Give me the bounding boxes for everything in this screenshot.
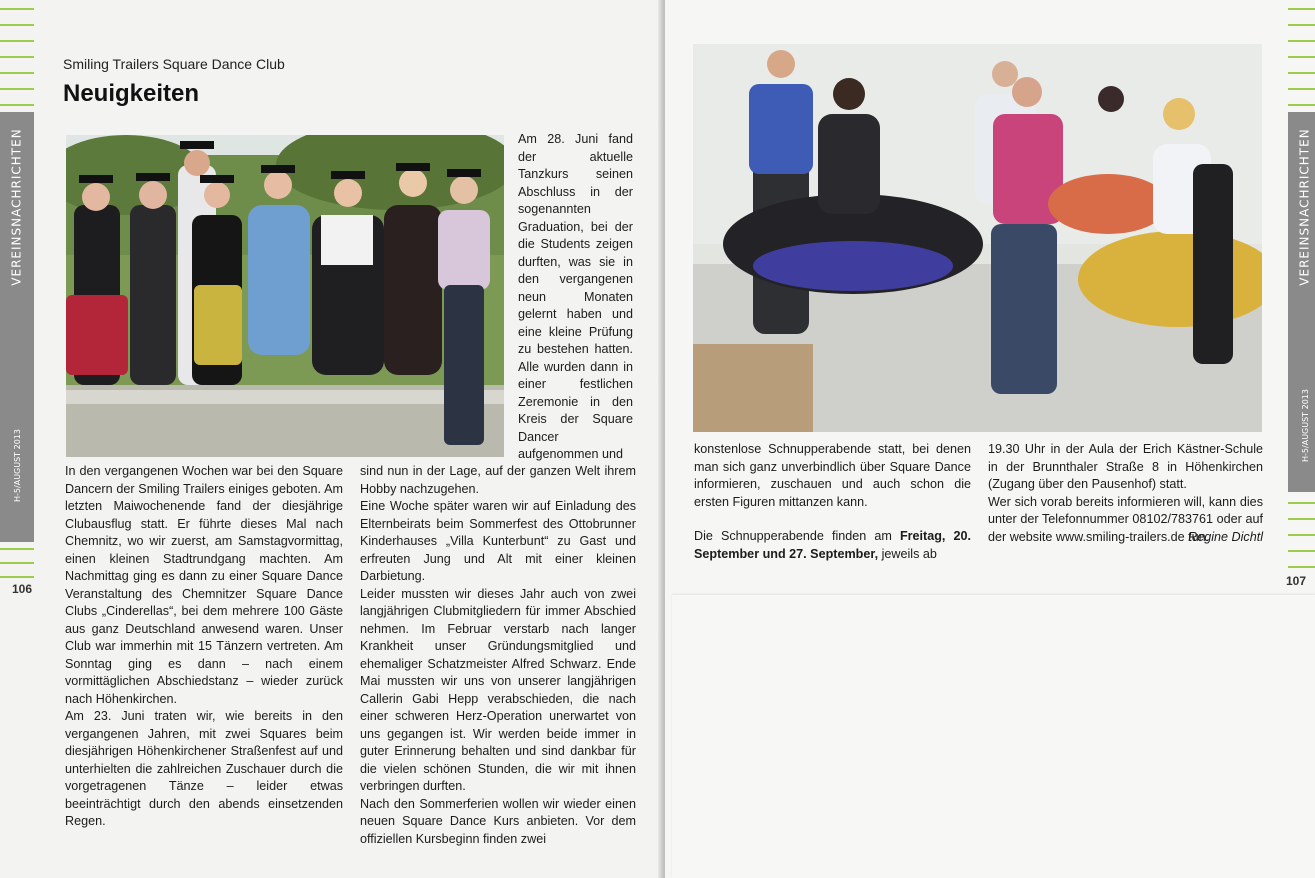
group-photo <box>66 135 504 457</box>
blank-paper-sheet <box>672 595 1315 878</box>
section-label-left: VEREINSNACHRICHTEN <box>10 128 25 286</box>
paragraph-strassenfest: Am 23. Juni traten wir, wie bereits in den vergangenen Jahren, mit zwei Squares beim diesjährigen Höhenkirchener Straßenfest auf und unterhielten die zahlreichen Zuschauer durch die vorgetragenen Tänze – leider etwas beeinträchtigt durch den abends einsetzenden Regen. <box>65 709 343 828</box>
paragraph-clubausflug: In den vergangenen Wochen war bei den Square Dancern der Smiling Trailers einiges geboten. Am letzten Maiwochenende fand der diesjährige Clubausflug statt. Er führte dieses Mal nach Chemnitz, wo wir zuerst, am Samstagvormittag, einen kleinen Stadtrundgang machten. Am Nachmittag ging es dann zu einer Square Dance Veranstaltung des Chemnitzer Square Dance Clubs „Cinderellas“, bei dem mehrere 100 Gäste aus ganz Deutschland anwesend waren. Unser Club war immerhin mit 15 Tänzern vertreten. Am Sonntag ging es dann – nach einem vormittäglichen Abschiedstanz – wieder zurück nach Höhenkirchen. <box>65 464 343 706</box>
club-name: Smiling Trailers Square Dance Club <box>63 56 285 72</box>
paragraph-ort: 19.30 Uhr in der Aula der Erich Kästner-Schule in der Brunnthaler Straße 8 in Höhenkirchen (Zugang über den Pausenhof) statt. <box>988 442 1263 491</box>
right-column-1 <box>694 441 971 563</box>
paragraph-termine: Die Schnupperabende finden am Freitag, 20. September und 27. September, jeweils ab <box>694 529 972 561</box>
paragraph-kontakt: Wer sich vorab bereits informieren will, kann dies unter der Telefonnummer 08102/783761 oder auf der website www.smiling-trailers.de tun. <box>988 494 1263 544</box>
paragraph-sommerfest: Eine Woche später waren wir auf Einladung des Elternbeirats beim Sommerfest des Ottobrunner Kinderhauses „Villa Kunterbunt“ zu Gast und erfreuten Jung und Alt mit einer kleinen Darbietung. <box>360 499 636 583</box>
paragraph-kurs: Nach den Sommerferien wollen wir wieder einen neuen Square Dance Kurs anbieten. Vor dem offiziellen Kursbeginn finden zwei <box>360 796 636 846</box>
page-number-right: 107 <box>1286 574 1307 588</box>
paragraph-abschied: Leider mussten wir dieses Jahr auch von zwei langjährigen Clubmitgliedern für immer Abschied nehmen. Im Februar verstarb nach langer Krankheit unser Gründungsmitglied und ehemaliger Schatzmeister Alfred Schwarz. Ende Mai mussten wir uns von unserer langjährigen Callerin Gabi Hepp verabschieden, die nach einer schweren Herz-Operation unerwartet von uns gegangen ist. Wir werden beide immer in guter Erinnerung behalten und sind dankbar für die vielen schönen Stunden, die wir mit ihnen verbringen durften. <box>360 586 636 793</box>
issue-label-left: H-5/AUGUST 2013 <box>12 428 22 502</box>
left-column-1 <box>65 463 343 831</box>
termine-dates: Freitag, 20. September und 27. September, <box>694 529 972 561</box>
left-side-strip <box>0 0 34 878</box>
paragraph-hobby: sind nun in der Lage, auf der ganzen Welt ihrem Hobby nachzugehen. <box>360 464 636 496</box>
issue-label-right: H-5/AUGUST 2013 <box>1300 388 1310 462</box>
left-column-2 <box>360 463 636 848</box>
right-column-2 <box>988 441 1263 547</box>
graduation-paragraph: Am 28. Juni fand der aktuelle Tanzkurs seinen Abschluss in der sogenannten Graduation, bei der die Students zeigen durften, was sie in den vergangenen neun Monaten gelernt haben und eine kleine Prüfung zu bestehen hatten. Alle wurden dann in einer festlichen Zeremonie in den Kreis der Square Dancer aufgenommen und <box>518 132 633 461</box>
paragraph-schnupperabende: konstenlose Schnupperabende statt, bei denen man sich ganz unverbindlich über Square Dance informieren, zuschauen und auch schon die ersten Figuren mittanzen kann. <box>694 442 971 509</box>
author-name: Regine Dichtl <box>1188 530 1263 544</box>
section-label-right: VEREINSNACHRICHTEN <box>1298 128 1313 286</box>
page-number-left: 106 <box>12 582 33 596</box>
page-headline: Neuigkeiten <box>63 80 200 107</box>
dance-photo <box>693 44 1262 432</box>
side-paragraph <box>518 131 633 464</box>
